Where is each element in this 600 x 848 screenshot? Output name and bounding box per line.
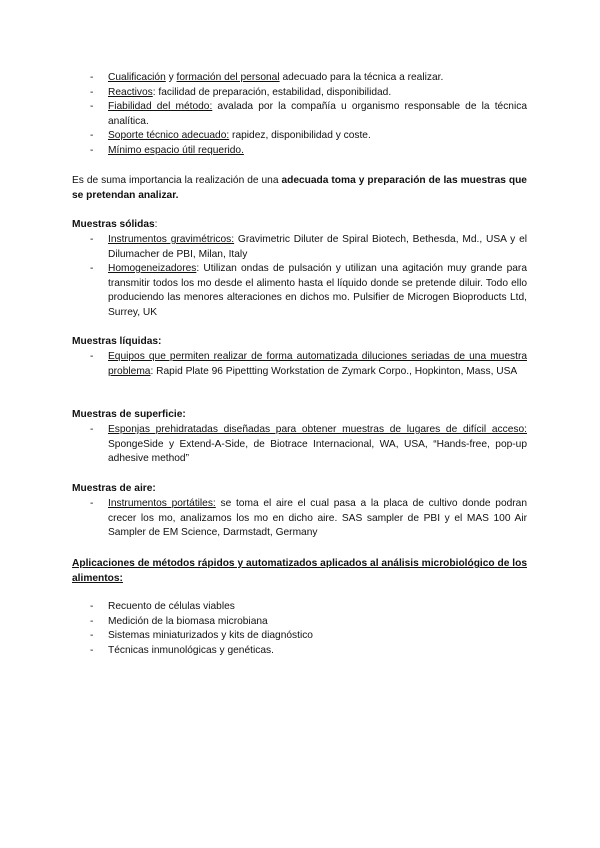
term: Equipos que permiten realizar de forma automatizada diluciones seriadas de una muestra problema [108,351,527,377]
aplicaciones-list [72,600,527,658]
list-item: - Instrumentos gravimétricos: Gravimetric Diluter de Spiral Biotech, Bethesda, Md., USA y el Dilumacher de PBI, Milan, Italy [90,234,527,260]
term: Reactivos [108,86,153,98]
list-item: - Instrumentos portátiles: se toma el aire el cual pasa a la placa de cultivo donde podran crecer los mo, analizamos los mo en dicho aire. SAS sampler de PBI y el MAS 100 Air Sampler de EM Science, Darmstadt, Germany [90,498,528,538]
section-heading-liquidas: Muestras líquidas: [72,336,162,347]
section-heading-aire: Muestras de aire: [72,483,156,494]
term: Soporte técnico adecuado: [108,130,230,141]
superficie-list [72,423,527,467]
term: Esponjas prehidratadas diseñadas para obtener muestras de lugares de difícil acceso: [108,424,527,435]
requirements-list [72,71,527,158]
term: formación del personal [176,72,280,83]
list-item: - Homogeneizadores: Utilizan ondas de pulsación y utilizan una agitación muy grande para transmitir todos los mo desde el alimento hasta el líquido donde se pretende diluir. Todo ello produciendo las menores alteraciones en dichos mo. Pulsifier de Microgen Bioproducts Ltd, Surrey, UK [90,263,527,318]
list-item: - Esponjas prehidratadas diseñadas para obtener muestras de lugares de difícil acceso: SpongeSide y Extend-A-Side, de Biotrace Internacional, WA, USA, “Hands-free, pop-up adhesive method” [90,424,527,464]
list-item: - Recuento de células viables [90,601,235,612]
list-item: - Mínimo espacio útil requerido. [90,144,244,156]
list-item: - Técnicas inmunológicas y genéticas. [90,644,274,656]
list-item: - Equipos que permiten realizar de forma automatizada diluciones seriadas de una muestra problema: Rapid Plate 96 Pipettting Workstation de Zymark Corpo., Hopkinton, Mass, USA [90,351,527,377]
list-item: - Medición de la biomasa microbiana [90,615,268,627]
liquidas-list [72,350,527,379]
list-item: - Soporte técnico adecuado: rapidez, disponibilidad y coste. [90,130,371,141]
list-item: - Sistemas miniaturizados y kits de diagnóstico [90,630,313,641]
term: Homogeneizadores [108,263,197,274]
section-heading-superficie: Muestras de superficie: [72,409,186,420]
section-heading-solidas: Muestras sólidas: [72,219,158,230]
term: Instrumentos portátiles: [108,498,216,509]
list-item: - Fiabilidad del método: avalada por la compañía u organismo responsable de la técnica analítica. [90,101,527,127]
term: Instrumentos gravimétricos: [108,234,235,245]
section-heading-aplicaciones: Aplicaciones de métodos rápidos y automatizados aplicados al análisis microbiológico de los alimentos: [72,558,527,584]
solidas-list [72,233,527,320]
list-item: - Cualificación y formación del personal adecuado para la técnica a realizar. [90,72,444,83]
list-item: - Reactivos: facilidad de preparación, estabilidad, disponibilidad. [90,86,392,98]
term: Fiabilidad del método: [108,101,213,112]
term: Cualificación [108,72,166,83]
intro-paragraph: Es de suma importancia la realización de una adecuada toma y preparación de las muestras que se pretendan analizar. [72,175,527,201]
term: Mínimo espacio útil requerido. [108,144,244,156]
aire-list [72,497,527,541]
